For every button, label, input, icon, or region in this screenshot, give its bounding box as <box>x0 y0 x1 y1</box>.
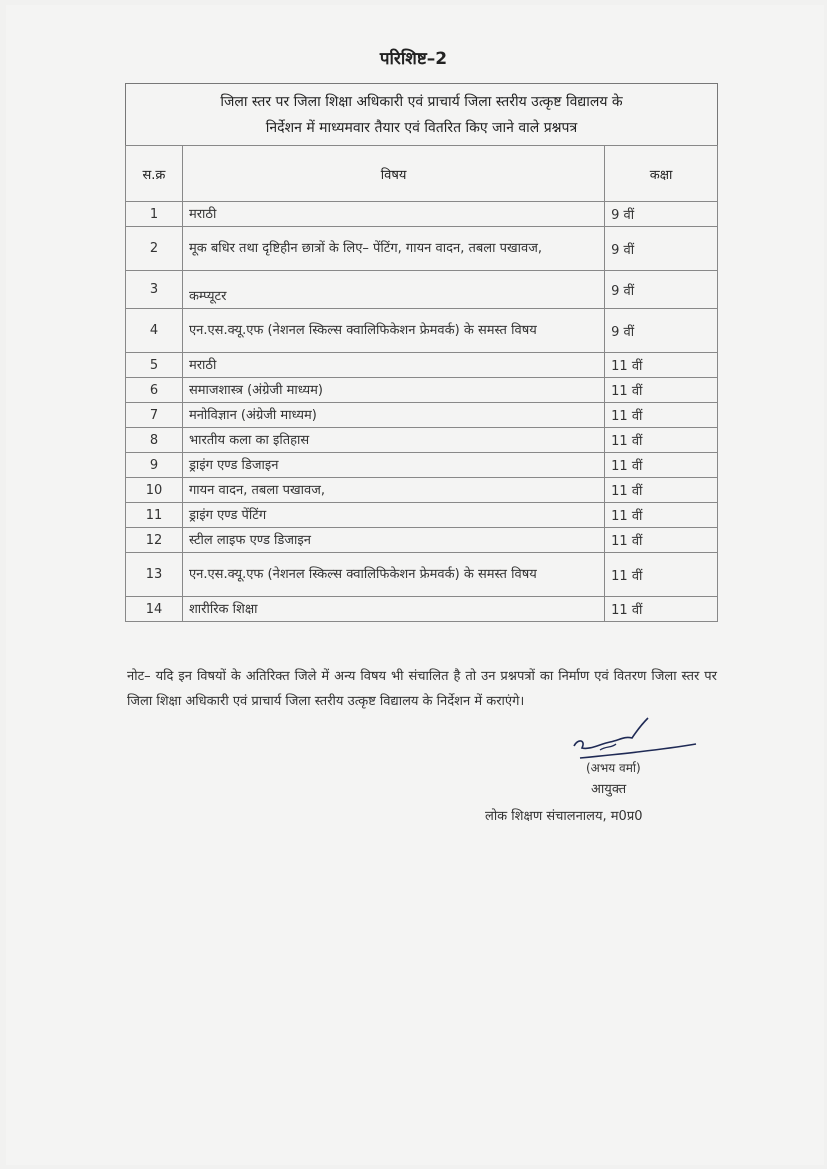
table-row <box>126 478 718 503</box>
subjects-table <box>125 145 718 622</box>
row-class: 11 वीं <box>605 553 718 597</box>
row-serial: 13 <box>126 553 183 597</box>
table-row <box>126 353 718 378</box>
table-row <box>126 597 718 622</box>
row-class: 9 वीं <box>605 309 718 353</box>
row-subject: कम्प्यूटर <box>182 271 604 309</box>
table-row <box>126 378 718 403</box>
table-row <box>126 227 718 271</box>
row-serial: 4 <box>126 309 183 353</box>
row-class: 11 वीं <box>605 378 718 403</box>
header-class: कक्षा <box>605 146 718 202</box>
row-subject: मूक बधिर तथा दृष्टिहीन छात्रों के लिए– पेंटिंग, गायन वादन, तबला पखावज, <box>182 227 604 271</box>
header-subject: विषय <box>182 146 604 202</box>
table-title-line-1: जिला स्तर पर जिला शिक्षा अधिकारी एवं प्राचार्य जिला स्तरीय उत्कृष्ट विद्यालय के <box>220 94 623 110</box>
table-header-row <box>126 146 718 202</box>
row-serial: 10 <box>126 478 183 503</box>
row-class: 11 वीं <box>605 597 718 622</box>
appendix-heading: परिशिष्ट–2 <box>379 49 448 69</box>
row-subject: मराठी <box>182 353 604 378</box>
row-class: 11 वीं <box>605 353 718 378</box>
row-subject: शारीरिक शिक्षा <box>182 597 604 622</box>
row-serial: 6 <box>126 378 183 403</box>
row-class: 11 वीं <box>605 453 718 478</box>
table-title-line-2: निर्देशन में माध्यमवार तैयार एवं वितरित किए जाने वाले प्रश्नपत्र <box>265 120 578 136</box>
row-serial: 2 <box>126 227 183 271</box>
row-serial: 11 <box>126 503 183 528</box>
table-row <box>126 428 718 453</box>
row-class: 9 वीं <box>605 271 718 309</box>
row-subject: समाजशास्त्र (अंग्रेजी माध्यम) <box>182 378 604 403</box>
row-serial: 14 <box>126 597 183 622</box>
table-row <box>126 202 718 227</box>
table-title <box>125 83 718 145</box>
signatory-office: लोक शिक्षण संचालनालय, म0प्र0 <box>485 809 643 824</box>
row-serial: 12 <box>126 528 183 553</box>
table-row <box>126 503 718 528</box>
row-class: 11 वीं <box>605 503 718 528</box>
table-row <box>126 271 718 309</box>
row-subject: स्टील लाइफ एण्ड डिजाइन <box>182 528 604 553</box>
row-serial: 7 <box>126 403 183 428</box>
row-serial: 5 <box>126 353 183 378</box>
footnote: नोट– यदि इन विषयों के अतिरिक्त जिले में अन्य विषय भी संचालित है तो उन प्रश्नपत्रों का निर्माण एवं वितरण जिला स्तर पर जिला शिक्षा अधिकारी एवं प्राचार्य जिला स्तरीय उत्कृष्ट विद्यालय के निर्देशन में कराएंगे। <box>127 669 717 709</box>
row-subject: गायन वादन, तबला पखावज, <box>182 478 604 503</box>
table-row <box>126 553 718 597</box>
signatory-name: (अभय वर्मा) <box>586 761 641 775</box>
row-class: 11 वीं <box>605 428 718 453</box>
row-subject: एन.एस.क्यू.एफ (नेशनल स्किल्स क्वालिफिकेशन फ्रेमवर्क) के समस्त विषय <box>182 553 604 597</box>
signatory-title: आयुक्त <box>591 782 627 797</box>
row-serial: 8 <box>126 428 183 453</box>
row-class: 9 वीं <box>605 227 718 271</box>
table-row <box>126 403 718 428</box>
table-row <box>126 528 718 553</box>
row-subject: मराठी <box>182 202 604 227</box>
row-class: 9 वीं <box>605 202 718 227</box>
row-subject: भारतीय कला का इतिहास <box>182 428 604 453</box>
row-class: 11 वीं <box>605 403 718 428</box>
row-subject: एन.एस.क्यू.एफ (नेशनल स्किल्स क्वालिफिकेशन फ्रेमवर्क) के समस्त विषय <box>182 309 604 353</box>
row-serial: 1 <box>126 202 183 227</box>
header-serial: स.क्र <box>126 146 183 202</box>
row-subject: ड्राइंग एण्ड डिजाइन <box>182 453 604 478</box>
row-serial: 9 <box>126 453 183 478</box>
row-serial: 3 <box>126 271 183 309</box>
table-row <box>126 453 718 478</box>
row-class: 11 वीं <box>605 478 718 503</box>
row-subject: ड्राइंग एण्ड पेंटिंग <box>182 503 604 528</box>
table-row <box>126 309 718 353</box>
row-subject: मनोविज्ञान (अंग्रेजी माध्यम) <box>182 403 604 428</box>
row-class: 11 वीं <box>605 528 718 553</box>
